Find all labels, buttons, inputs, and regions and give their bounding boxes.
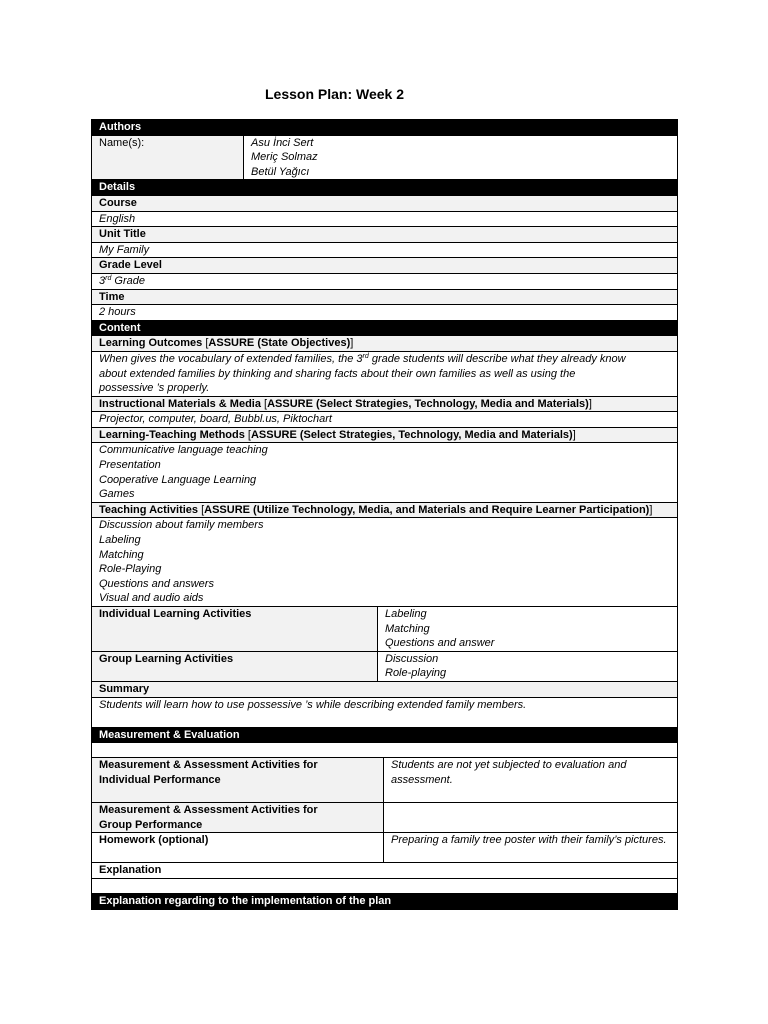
summary-value: Students will learn how to use possessive ’s while describing extended family members. (92, 697, 678, 727)
content-header-row (92, 320, 678, 336)
methods-row (92, 443, 678, 502)
authors-row (92, 135, 678, 180)
outcomes-row (92, 351, 678, 396)
unit-label-row (92, 227, 678, 243)
list-item: Games (99, 488, 135, 501)
lesson-plan-table (91, 119, 678, 910)
individual-assessment-value: Students are not yet subjected to evaluation and assessment. (384, 758, 678, 803)
author-name: Asu İnci Sert (251, 136, 314, 149)
list-item: Questions and answer (385, 637, 495, 650)
methods-list (92, 443, 678, 502)
content-header: Content (92, 320, 678, 336)
author-name: Betül Yağıcı (251, 165, 310, 178)
names-label: Name(s): (92, 135, 244, 180)
group-assessment-label: Measurement & Assessment Activities for Group Performance (92, 803, 384, 833)
implementation-header: Explanation regarding to the implementation of the plan (92, 893, 678, 909)
group-assessment-value (384, 803, 678, 833)
list-item: Matching (385, 622, 430, 635)
group-activities-label: Group Learning Activities (92, 651, 378, 681)
explanation-label-row (92, 863, 678, 879)
spacer-row (92, 743, 678, 758)
course-value: English (92, 211, 678, 227)
time-label-row (92, 289, 678, 305)
learning-outcomes-label: Learning Outcomes [ASSURE (State Objectives)] (92, 336, 678, 352)
page-title: Lesson Plan: Week 2 (265, 86, 405, 102)
methods-label-row (92, 427, 678, 443)
materials-label-row (92, 396, 678, 412)
methods-label: Learning-Teaching Methods [ASSURE (Select Strategies, Technology, Media and Materials)] (92, 427, 678, 443)
grade-level-label: Grade Level (92, 258, 678, 274)
author-names (244, 135, 678, 180)
group-activities-list (378, 651, 678, 681)
outcomes-label-row (92, 336, 678, 352)
grade-label-row (92, 258, 678, 274)
list-item: Role-Playing (99, 563, 162, 576)
summary-row (92, 697, 678, 727)
individual-activities-row (92, 607, 678, 652)
grade-level-value: 3rd Grade (92, 273, 678, 289)
time-row (92, 305, 678, 321)
time-value: 2 hours (92, 305, 678, 321)
activities-row (92, 518, 678, 607)
authors-header: Authors (92, 120, 678, 136)
author-name: Meriç Solmaz (251, 151, 318, 164)
individual-assessment-row (92, 758, 678, 803)
details-header: Details (92, 180, 678, 196)
course-label: Course (92, 195, 678, 211)
list-item: Labeling (385, 608, 427, 620)
materials-row (92, 412, 678, 428)
homework-value: Preparing a family tree poster with their family’s pictures. (384, 833, 678, 863)
list-item: Cooperative Language Learning (99, 473, 257, 486)
authors-header-row (92, 120, 678, 136)
spacer-row (92, 878, 678, 893)
grade-row (92, 273, 678, 289)
time-label: Time (92, 289, 678, 305)
implementation-header-row (92, 893, 678, 909)
unit-title-value: My Family (92, 242, 678, 258)
homework-label: Homework (optional) (92, 833, 384, 863)
list-item: Labeling (99, 534, 141, 547)
materials-value: Projector, computer, board, Bubbl.us, Piktochart (92, 412, 678, 428)
materials-label: Instructional Materials & Media [ASSURE (Select Strategies, Technology, Media and Materials)] (92, 396, 678, 412)
list-item: Presentation (99, 459, 161, 472)
group-activities-row (92, 651, 678, 681)
course-label-row (92, 195, 678, 211)
course-row (92, 211, 678, 227)
activities-list (92, 518, 678, 607)
group-assessment-row (92, 803, 678, 833)
teaching-activities-label: Teaching Activities [ASSURE (Utilize Technology, Media, and Materials and Require Learner Participation)] (92, 502, 678, 518)
measurement-header: Measurement & Evaluation (92, 727, 678, 743)
activities-label-row (92, 502, 678, 518)
learning-outcomes-text: When gives the vocabulary of extended families, the 3rd grade students will describe what they already know about extended families by thinking and sharing facts about their own families as well as using the possessive ’s properly. (92, 351, 678, 396)
summary-label: Summary (92, 681, 678, 697)
unit-row (92, 242, 678, 258)
individual-activities-label: Individual Learning Activities (92, 607, 378, 652)
summary-label-row (92, 681, 678, 697)
homework-row (92, 833, 678, 863)
details-header-row (92, 180, 678, 196)
list-item: Communicative language teaching (99, 444, 268, 457)
unit-title-label: Unit Title (92, 227, 678, 243)
list-item: Matching (99, 548, 144, 561)
list-item: Visual and audio aids (99, 592, 204, 605)
measurement-header-row (92, 727, 678, 743)
list-item: Discussion about family members (99, 519, 264, 532)
explanation-label: Explanation (92, 863, 678, 879)
list-item: Discussion (385, 652, 439, 665)
individual-activities-list (378, 607, 678, 652)
individual-assessment-label: Measurement & Assessment Activities for Individual Performance (92, 758, 384, 803)
list-item: Role-playing (385, 667, 447, 680)
list-item: Questions and answers (99, 577, 214, 590)
